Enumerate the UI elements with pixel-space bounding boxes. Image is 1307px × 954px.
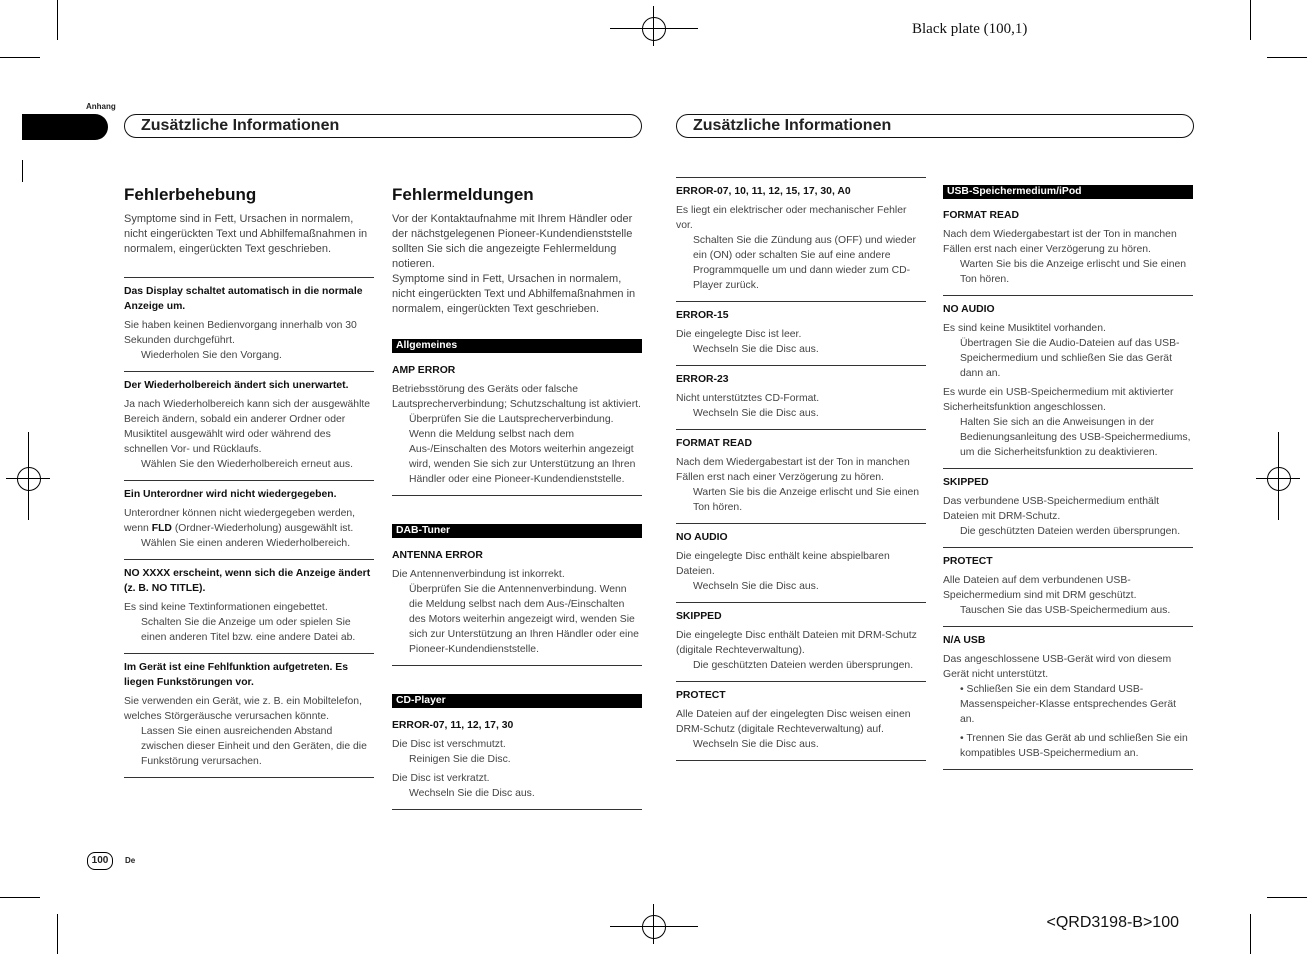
intro-text: Symptome sind in Fett, Ursachen in normalem, nicht eingerückten Text und Abhilfemaßnahmen in normalem, eingerückten Text geschrieben. [124, 213, 368, 255]
remedy: Lassen Sie einen ausreichenden Abstand zwischen dieser Einheit und den Geräten, die die Funkstörung verursachen. [141, 726, 367, 767]
crop-mark [1267, 897, 1307, 898]
error-code: N/A USB [943, 635, 986, 646]
troubleshooting-entry [124, 371, 374, 480]
error-code: SKIPPED [676, 611, 722, 622]
header-title-right: Zusätzliche Informationen [676, 114, 1194, 138]
rule [392, 809, 642, 810]
error-entry [392, 538, 642, 665]
header-title-left: Zusätzliche Informationen [124, 114, 642, 138]
cause: Alle Dateien auf der eingelegten Disc weisen einen DRM-Schutz (digitale Rechteverwaltung) auf. [676, 709, 911, 735]
error-entry [676, 681, 926, 760]
remedy: Reinigen Sie die Disc. [409, 754, 511, 765]
remedy: • Schließen Sie ein dem Standard USB-Massenspeicher-Klasse entsprechendes Gerät an. [960, 684, 1177, 725]
remedy: Tauschen Sie das USB-Speichermedium aus. [960, 605, 1171, 616]
error-entry [943, 547, 1193, 626]
crop-mark [1267, 57, 1307, 58]
appendix-label: Anhang [86, 102, 116, 111]
symptom: Ein Unterordner wird nicht wiedergegeben. [124, 489, 337, 500]
error-code: AMP ERROR [392, 365, 456, 376]
error-code: ERROR-07, 10, 11, 12, 15, 17, 30, A0 [676, 186, 851, 197]
remedy: Wechseln Sie die Disc aus. [693, 581, 819, 592]
cause: Das angeschlossene USB-Gerät wird von diesem Gerät nicht unterstützt. [943, 654, 1172, 680]
crop-mark [57, 0, 58, 40]
remedy: Wechseln Sie die Disc aus. [693, 739, 819, 750]
page-number: 100 [87, 852, 113, 870]
crop-mark [0, 57, 40, 58]
cause: Es sind keine Musiktitel vorhanden. [943, 323, 1106, 334]
error-entry [676, 365, 926, 429]
cause-text: Unterordner können nicht wiedergegeben werden, wenn [124, 508, 356, 534]
remedy: Wählen Sie einen anderen Wiederholbereich. [141, 538, 351, 549]
remedy: • Trennen Sie das Gerät ab und schließen Sie ein kompatibles USB-Speichermedium an. [960, 733, 1188, 759]
crop-mark [1250, 914, 1251, 954]
error-entry [392, 708, 642, 809]
remedy: Schalten Sie die Zündung aus (OFF) und wieder ein (ON) oder schalten Sie auf eine andere Programmquelle um und dann wieder zum CD-Player zurück. [693, 235, 916, 291]
remedy: Wechseln Sie die Disc aus. [409, 788, 535, 799]
error-code: ERROR-15 [676, 310, 729, 321]
subsection-bar: USB-Speichermedium/iPod [943, 185, 1193, 199]
cause: Die eingelegte Disc ist leer. [676, 329, 802, 340]
error-code: SKIPPED [943, 477, 989, 488]
error-entry [676, 301, 926, 365]
section-heading: Fehlermeldungen [392, 185, 534, 204]
crop-mark [1250, 0, 1251, 40]
cause [124, 506, 374, 536]
error-code: FORMAT READ [676, 438, 752, 449]
troubleshooting-column [124, 184, 374, 778]
remedy: Wählen Sie den Wiederholbereich erneut aus. [141, 459, 353, 470]
error-entry [943, 199, 1193, 295]
crop-mark [0, 897, 40, 898]
symptom: Das Display schaltet automatisch in die normale Anzeige um. [124, 286, 363, 312]
rule [124, 777, 374, 778]
error-code: PROTECT [943, 556, 993, 567]
troubleshooting-entry [124, 480, 374, 559]
cause: Es sind keine Textinformationen eingebettet. [124, 602, 328, 613]
symptom: Der Wiederholbereich ändert sich unerwartet. [124, 380, 349, 391]
rule [943, 769, 1193, 770]
symptom: Im Gerät ist eine Fehlfunktion aufgetreten. Es liegen Funkstörungen vor. [124, 662, 349, 688]
troubleshooting-entry [124, 277, 374, 371]
troubleshooting-entry [124, 653, 374, 777]
cause: Betriebsstörung des Geräts oder falsche Lautsprecherverbindung; Schutzschaltung ist aktiviert. [392, 384, 641, 410]
cause: Das verbundene USB-Speichermedium enthält Dateien mit DRM-Schutz. [943, 496, 1160, 522]
remedy: Übertragen Sie die Audio-Dateien auf das USB-Speichermedium und schließen Sie das Gerät dann an. [960, 338, 1180, 379]
subsection-bar: Allgemeines [392, 339, 642, 353]
cause: Sie verwenden ein Gerät, wie z. B. ein Mobiltelefon, welches Störgeräusche verursachen könnte. [124, 696, 362, 722]
error-code: ANTENNA ERROR [392, 550, 483, 561]
crop-mark [57, 914, 58, 954]
cause: Alle Dateien auf dem verbundenen USB-Speichermedium sind mit DRM geschützt. [943, 575, 1137, 601]
remedy: Die geschützten Dateien werden übersprungen. [693, 660, 914, 671]
symptom: NO XXXX erscheint, wenn sich die Anzeige ändert (z. B. NO TITLE). [124, 568, 371, 594]
error-entry [676, 177, 926, 301]
error-code: NO AUDIO [676, 532, 728, 543]
document-code: <QRD3198-B>100 [1046, 914, 1179, 931]
remedy: Die geschützten Dateien werden übersprungen. [960, 526, 1181, 537]
error-entry [943, 626, 1193, 769]
error-entry [676, 523, 926, 602]
remedy: Warten Sie bis die Anzeige erlischt und Sie einen Ton hören. [960, 259, 1187, 285]
remedy: Warten Sie bis die Anzeige erlischt und Sie einen Ton hören. [693, 487, 920, 513]
cause: Sie haben keinen Bedienvorgang innerhalb von 30 Sekunden durchgeführt. [124, 320, 357, 346]
error-code: NO AUDIO [943, 304, 995, 315]
remedy: Halten Sie sich an die Anweisungen in der Bedienungsanleitung des USB-Speichermediums, um die Sicherheitsfunktion zu deaktivieren. [960, 417, 1191, 458]
section-tab [22, 114, 108, 140]
remedy: Wechseln Sie die Disc aus. [693, 344, 819, 355]
troubleshooting-entry [124, 559, 374, 653]
error-messages-column [392, 184, 642, 810]
error-entry [392, 353, 642, 495]
intro-text: Vor der Kontaktaufnahme mit Ihrem Händler oder der nächstgelegenen Pioneer-Kundendienststelle sollten Sie sich die angezeigte Fehlermeldung notieren. [392, 213, 633, 270]
cause: Die Disc ist verschmutzt. [392, 739, 506, 750]
cause: Es liegt ein elektrischer oder mechanischer Fehler vor. [676, 205, 907, 231]
cause: Ja nach Wiederholbereich kann sich der ausgewählte Bereich ändern, sobald ein anderer Ordner oder Musiktitel ausgewählt wird oder während des schnellen Vor- und Rücklaufs. [124, 399, 371, 455]
error-code: PROTECT [676, 690, 726, 701]
cause: Nach dem Wiedergabestart ist der Ton in manchen Fällen erst nach einer Verzögerung zu hören. [943, 229, 1177, 255]
subsection-bar: CD-Player [392, 694, 642, 708]
remedy: Schalten Sie die Anzeige um oder spielen Sie einen anderen Titel bzw. eine andere Datei ab. [141, 617, 356, 643]
cause: Die eingelegte Disc enthält Dateien mit DRM-Schutz (digitale Rechteverwaltung). [676, 630, 917, 656]
crop-mark [22, 160, 23, 182]
subsection-bar: DAB-Tuner [392, 524, 642, 538]
remedy: Überprüfen Sie die Lautsprecherverbindung. Wenn die Meldung selbst nach dem Aus-/Einschalten des Motors weiterhin angezeigt wird, wenden Sie sich zur Unterstützung an Ihren Händler oder eine Pioneer-Kundendienststelle. [409, 414, 636, 485]
error-entry [676, 429, 926, 523]
section-heading: Fehlerbehebung [124, 185, 257, 204]
usb-errors-column [943, 185, 1193, 770]
error-entry [676, 602, 926, 681]
cause: Es wurde ein USB-Speichermedium mit aktivierter Sicherheitsfunktion angeschlossen. [943, 387, 1174, 413]
error-entry [943, 295, 1193, 468]
error-code: ERROR-07, 11, 12, 17, 30 [392, 720, 514, 731]
rule [676, 760, 926, 761]
cause: Die eingelegte Disc enthält keine abspielbaren Dateien. [676, 551, 890, 577]
error-code: ERROR-23 [676, 374, 729, 385]
cause: Nach dem Wiedergabestart ist der Ton in manchen Fällen erst nach einer Verzögerung zu hören. [676, 457, 910, 483]
intro-text: Symptome sind in Fett, Ursachen in normalem, nicht eingerückten Text und Abhilfemaßnahmen in normalem, eingerückten Text geschrieben. [392, 273, 636, 315]
error-entry [943, 468, 1193, 547]
cause-text: (Ordner-Wiederholung) ausgewählt ist. [174, 523, 354, 534]
plate-label: Black plate (100,1) [912, 21, 1028, 37]
remedy: Überprüfen Sie die Antennenverbindung. Wenn die Meldung selbst nach dem Aus-/Einschalten des Motors weiterhin angezeigt wird, wenden Sie sich zur Unterstützung an Ihren Händler oder eine Pioneer-Kundendienststelle. [409, 584, 639, 655]
cause: Die Antennenverbindung ist inkorrekt. [392, 569, 565, 580]
language-label: De [125, 856, 136, 865]
error-code: FORMAT READ [943, 210, 1019, 221]
cause: Die Disc ist verkratzt. [392, 773, 490, 784]
cd-errors-column [676, 177, 926, 761]
fld-label: FLD [151, 523, 172, 534]
remedy: Wechseln Sie die Disc aus. [693, 408, 819, 419]
remedy: Wiederholen Sie den Vorgang. [141, 350, 282, 361]
cause: Nicht unterstütztes CD-Format. [676, 393, 820, 404]
